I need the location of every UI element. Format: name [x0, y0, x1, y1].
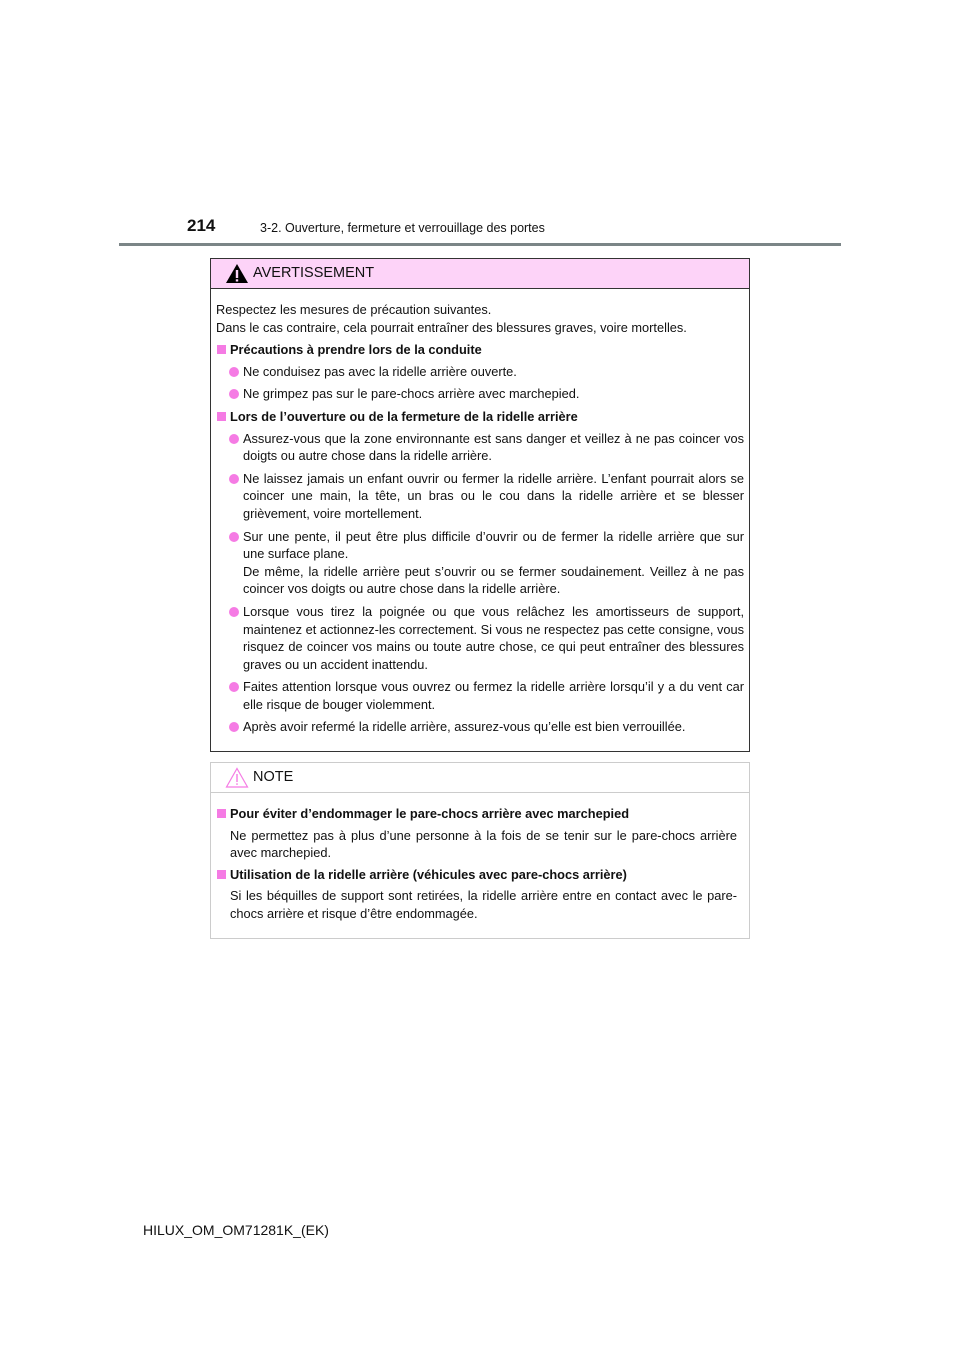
note-header — [211, 763, 749, 793]
square-bullet-icon — [217, 870, 226, 879]
bullet-icon — [229, 722, 239, 732]
list-item: Ne laissez jamais un enfant ouvrir ou fermer la ridelle arrière. L’enfant pourrait alors se coincer une main, la tête, un bras ou le cou dans la ridelle arrière et se blesser grièvement, voire mortellement. — [216, 470, 744, 523]
bullet-icon — [229, 389, 239, 399]
square-bullet-icon — [217, 345, 226, 354]
chapter-title: 3-2. Ouverture, fermeture et verrouillage des portes — [260, 221, 545, 235]
section-heading: Lors de l’ouverture ou de la fermeture de la ridelle arrière — [216, 408, 744, 426]
header-rule — [119, 243, 841, 246]
intro-line: Respectez les mesures de précaution suivantes. — [216, 302, 492, 317]
warning-header — [211, 259, 749, 289]
note-text: Si les béquilles de support sont retirées, la ridelle arrière entre en contact avec le pare-chocs arrière et risque d’être endommagée. — [230, 888, 737, 921]
list-item: Sur une pente, il peut être plus difficile d’ouvrir ou de fermer la ridelle arrière que sur une surface plane. De même, la ridelle arrière peut s’ouvrir ou se fermer soudainement. Veillez à ne pas coincer vos doigts ou autre chose dans la ridelle arrière. — [216, 528, 744, 598]
document-code: HILUX_OM_OM71281K_(EK) — [143, 1222, 329, 1238]
bullet-icon — [229, 434, 239, 444]
warning-title: AVERTISSEMENT — [253, 265, 375, 281]
section-heading: Précautions à prendre lors de la conduite — [216, 341, 744, 359]
bullet-icon — [229, 607, 239, 617]
bullet-icon — [229, 532, 239, 542]
list-item: Lorsque vous tirez la poignée ou que vous relâchez les amortisseurs de support, maintenez et actionnez-les correctement. Si vous ne respectez pas cette consigne, vous risquez de coincer vos mains ou toute autre chose, ce qui peut entraîner des blessures graves ou un accident inattendu. — [216, 603, 744, 673]
list-item: Après avoir refermé la ridelle arrière, assurez-vous qu’elle est bien verrouillée. — [216, 718, 744, 736]
note-box — [210, 762, 750, 939]
page-number: 214 — [187, 216, 216, 235]
note-text: Ne permettez pas à plus d’une personne à la fois de se tenir sur le pare-chocs arrière avec marchepied. — [230, 827, 737, 861]
section-heading: Pour éviter d’endommager le pare-chocs arrière avec marchepied — [216, 805, 737, 823]
bullet-icon — [229, 682, 239, 692]
caution-outline-icon — [225, 767, 249, 788]
list-item: Ne conduisez pas avec la ridelle arrière ouverte. — [216, 363, 744, 381]
square-bullet-icon — [217, 809, 226, 818]
square-bullet-icon — [217, 412, 226, 421]
section-heading: Utilisation de la ridelle arrière (véhicules avec pare-chocs arrière) — [216, 866, 737, 884]
note-title: NOTE — [253, 769, 294, 785]
intro-line: Dans le cas contraire, cela pourrait entraîner des blessures graves, voire mortelles. — [216, 319, 687, 335]
list-item: Assurez-vous que la zone environnante est sans danger et veillez à ne pas coincer vos doigts ou autre chose dans la ridelle arrière. — [216, 430, 744, 465]
bullet-icon — [229, 474, 239, 484]
bullet-icon — [229, 367, 239, 377]
list-item: Faites attention lorsque vous ouvrez ou fermez la ridelle arrière lorsqu’il y a du vent car elle risque de bouger violemment. — [216, 678, 744, 713]
warning-box — [210, 258, 750, 752]
warning-icon — [225, 263, 249, 284]
list-item: Ne grimpez pas sur le pare-chocs arrière avec marchepied. — [216, 385, 744, 403]
